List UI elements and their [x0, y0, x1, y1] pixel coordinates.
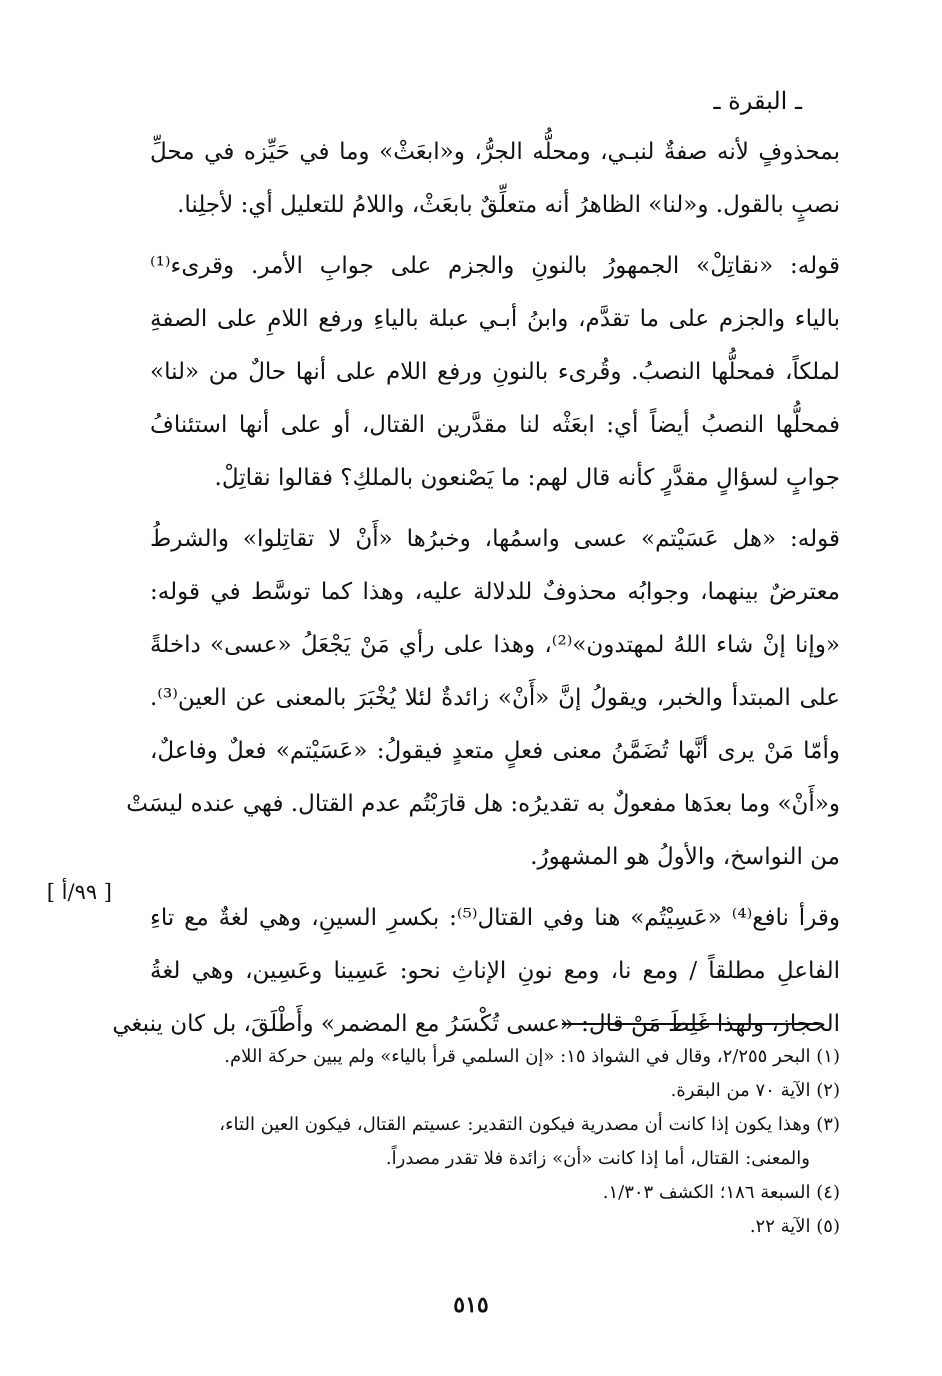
- text-line: معترضٌ بينهما، وجوابُه محذوفٌ للدلالة عليه، وهذا كما توسَّط في قوله:: [150, 579, 840, 605]
- text-line: من النواسخ، والأولُ هو المشهورُ.: [530, 844, 840, 870]
- text-line: «وإنا إنْ شاء اللهُ لمهتدون»⁽²⁾، وهذا على رأي مَنْ يَجْعَلُ «عسى» داخلةً: [150, 632, 841, 658]
- manuscript-folio-marker: [ ٩٩/أ ]: [46, 880, 112, 904]
- text-line: فمحلُّها النصبُ أيضاً أي: ابعَثْه لنا مقدَّرين القتال، أو على أنها استئنافُ: [150, 412, 840, 438]
- footnotes: [140, 1040, 840, 1244]
- footnote: (٢) الآية ٧٠ من البقرة.: [670, 1080, 840, 1101]
- text-line: وقرأ نافع⁽⁴⁾ «عَسِيْتُم» هنا وفي القتال⁽⁵⁾: بكسرِ السينِ، وهي لغةٌ مع تاءِ: [150, 905, 840, 931]
- running-header: ـ البقرة ـ: [713, 87, 802, 115]
- text-line: وأمّا مَنْ يرى أنَّها تُضَمَّنُ معنى فعلٍ متعدٍ فيقولُ: «عَسَيْتم» فعلٌ وفاعلٌ،: [150, 738, 840, 764]
- text-line: بالياء والجزم على ما تقدَّم، وابنُ أبـي عبلة بالياءِ ورفع اللامِ على الصفةِ: [150, 306, 840, 332]
- text-line: الحجاز، ولهذا غَلِطَ مَنْ قال: «عسى تُكْسَرُ مع المضمر» وأَطْلَقَ، بل كان ينبغي: [112, 1011, 840, 1037]
- text-line: قوله: «هل عَسَيْتم» عسى واسمُها، وخبرُها «أَنْ لا تقاتِلوا» والشرطُ: [150, 526, 841, 552]
- footnote: (٥) الآية ٢٢.: [749, 1216, 840, 1237]
- paragraph-gap: [150, 505, 840, 513]
- footnote-continuation: والمعنى: القتال، أما إذا كانت «أن» زائدة فلا تقدر مصدراً.: [385, 1148, 810, 1169]
- footnote: (١) البحر ٢/٢٥٥، وقال في الشواذ ١٥: «إن السلمي قرأ بالياء» ولم يبين حركة اللام.: [224, 1046, 840, 1067]
- text-line: جوابٍ لسؤالٍ مقدَّرٍ كأنه قال لهم: ما يَصْنعون بالملكِ؟ فقالوا نقاتِلْ.: [214, 465, 840, 491]
- text-line: لملكاً، فمحلُّها النصبُ. وقُرىء بالنونِ ورفع اللام على أنها حالٌ من «لنا»: [150, 359, 840, 385]
- footnote-separator: [562, 1023, 820, 1025]
- paragraph-gap: [150, 232, 840, 240]
- text-line: الفاعلِ مطلقاً / ومع نا، ومع نونِ الإناثِ نحو: عَسِينا وعَسِين، وهي لغةُ: [150, 958, 840, 984]
- footnote: (٤) السبعة ١٨٦؛ الكشف ١/٣٠٣.: [602, 1182, 840, 1203]
- text-line: قوله: «نقاتِلْ» الجمهورُ بالنونِ والجزم على جوابِ الأمر. وقرىء⁽¹⁾: [150, 253, 840, 279]
- text-line: على المبتدأ والخبر، ويقولُ إنَّ «أَنْ» زائدةٌ لئلا يُخْبَرَ بالمعنى عن العين⁽³⁾.: [150, 685, 840, 711]
- text-line: بمحذوفٍ لأنه صفةٌ لنبـي، ومحلُّه الجرُّ، و«ابعَثْ» وما في حَيِّزه في محلِّ: [150, 139, 840, 165]
- footnote: (٣) وهذا يكون إذا كانت أن مصدرية فيكون التقدير: عسيتم القتال، فيكون العين التاء،: [219, 1114, 840, 1135]
- paragraph-gap: [150, 884, 840, 892]
- main-text: [112, 126, 841, 1051]
- text-line: نصبٍ بالقول. و«لنا» الظاهرُ أنه متعلِّقٌ بابعَثْ، واللامُ للتعليل أي: لأجلِنا.: [177, 192, 840, 218]
- text-line: و«أَنْ» وما بعدَها مفعولٌ به تقديرُه: هل قارَبْتُم عدم القتال. فهي عنده ليسَتْ: [126, 791, 840, 817]
- page-number: ٥١٥: [453, 1292, 489, 1318]
